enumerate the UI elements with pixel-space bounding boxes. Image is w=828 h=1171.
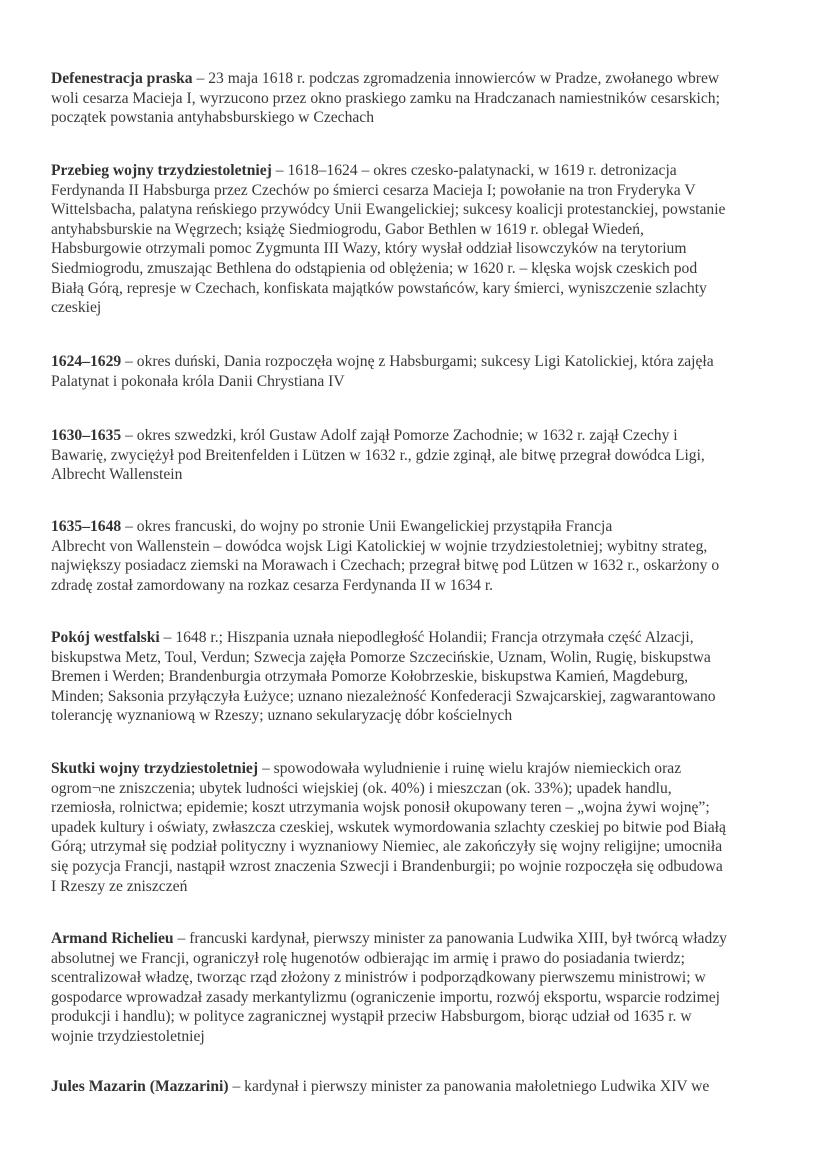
entry-text: – 1648 r.; Hiszpania uznała niepodległość Holandii; Francja otrzymała część Alzacji, — [159, 629, 694, 646]
entry-line: zdradę został zamordowany na rozkaz cesarza Ferdynanda II w 1634 r. — [51, 576, 494, 594]
entry-line: początek powstania antyhabsburskiego w Czechach — [51, 109, 375, 127]
definition-entry — [51, 929, 727, 1047]
entry-first-line — [51, 929, 727, 949]
entry-term: 1624–1629 — [51, 353, 122, 370]
entry-term: 1630–1635 — [51, 427, 122, 444]
entry-term: Pokój westfalski — [51, 629, 160, 646]
entry-line: Albrecht Wallenstein — [51, 466, 183, 484]
entry-term: Armand Richelieu — [51, 930, 174, 947]
entry-line: biskupstwa Metz, Toul, Verdun; Szwecja zajęła Pomorze Szczecińskie, Uznam, Wolin, Rugię, biskupstwa — [51, 648, 711, 666]
definition-entry — [51, 352, 714, 391]
entry-line: wojnie trzydziestoletniej — [51, 1027, 205, 1045]
entry-line: absolutnej we Francji, ograniczył rolę hugenotów odbierając im armię i prawo do posiadania twierdz; — [51, 949, 685, 967]
entry-first-line — [51, 69, 720, 89]
entry-first-line — [51, 161, 725, 181]
entry-line: czeskiej — [51, 299, 102, 317]
entry-text: – okres duński, Dania rozpoczęła wojnę z Habsburgami; sukcesy Ligi Katolickiej, która zajęła — [121, 353, 714, 370]
entry-line: Bremen i Werden; Brandenburgia otrzymała Pomorze Kołobrzeskie, biskupstwa Kamień, Magdeburg, — [51, 668, 689, 686]
entry-line: Białą Górą, represje w Czechach, konfiskata majątków powstańców, kary śmierci, wyniszczenie szlachty — [51, 279, 707, 297]
entry-first-line — [51, 426, 705, 446]
entry-text: – okres szwedzki, król Gustaw Adolf zajął Pomorze Zachodnie; w 1632 r. zajął Czechy i — [121, 427, 678, 444]
entry-line: największy posiadacz ziemski na Morawach i Czechach; przegrał bitwę pod Lützen w 1632 r., oskarżony o — [51, 557, 720, 575]
entry-line: rzemiosła, rolnictwa; epidemie; koszt utrzymania wojsk ponosił okupowany teren – „wojna żywi wojnę”; — [51, 799, 710, 817]
entry-line: Minden; Saksonia przyłączyła Łużyce; uznano niezależność Konfederacji Szwajcarskiej, zagwarantowano — [51, 687, 716, 705]
entry-term: Defenestracja praska — [51, 70, 193, 87]
definition-entry — [51, 517, 719, 595]
entry-term: Przebieg wojny trzydziestoletniej — [51, 162, 272, 179]
entry-line: tolerancję wyznaniową w Rzeszy; uznano sekularyzację dóbr kościelnych — [51, 707, 513, 725]
entry-first-line — [51, 517, 719, 537]
definition-entry — [51, 69, 720, 128]
entry-term: Jules Mazarin (Mazzarini) — [51, 1078, 229, 1095]
entry-line: Siedmiogrodu, zmuszając Bethlena do odstąpienia od oblężenia; w 1620 r. – klęska wojsk czeskich pod — [51, 259, 698, 277]
entry-text: – okres francuski, do wojny po stronie Unii Ewangelickiej przystąpiła Francja — [121, 518, 613, 535]
entry-line: produkcji i handlu); w polityce zagranicznej wystąpił przeciw Habsburgom, biorąc udział od 1635 r. w — [51, 1008, 692, 1026]
entry-line: I Rzeszy ze zniszczeń — [51, 877, 188, 895]
entry-line: woli cesarza Macieja I, wyrzucono przez okno praskiego zamku na Hradczanach namiestników cesarskich; — [51, 89, 720, 107]
entry-term: 1635–1648 — [51, 518, 122, 535]
entry-line: scentralizował władzę, tworząc rząd złożony z ministrów i podporządkowany pierwszemu ministrowi; w — [51, 969, 706, 987]
definition-entry — [51, 1077, 709, 1097]
entry-line: Wittelsbacha, palatyna reńskiego przywódcy Unii Ewangelickiej; sukcesy koalicji protestanckiej, powstanie — [51, 201, 726, 219]
entry-first-line — [51, 352, 714, 372]
entry-line: Habsburgowie otrzymali pomoc Zygmunta III Wazy, który wysłał oddział lisowczyków na terytorium — [51, 240, 687, 258]
entry-line: Albrecht von Wallenstein – dowódca wojsk Ligi Katolickiej w wojnie trzydziestoletniej; wybitny strateg, — [51, 537, 708, 555]
entry-first-line — [51, 1077, 709, 1097]
entry-text: – kardynał i pierwszy minister za panowania małoletniego Ludwika XIV we — [228, 1078, 710, 1095]
entry-text: – spowodowała wyludnienie i ruinę wielu krajów niemieckich oraz — [258, 760, 682, 777]
definition-entry — [51, 628, 716, 726]
entry-line: Ferdynanda II Habsburga przez Czechów po śmierci cesarza Macieja I; powołanie na tron Fryderyka V — [51, 181, 696, 199]
entry-term: Skutki wojny trzydziestoletniej — [51, 760, 259, 777]
entry-line: gospodarce wprowadzał zasady merkantylizmu (ograniczenie importu, rozwój eksportu, wsparcie rodzimej — [51, 988, 720, 1006]
definition-entry — [51, 426, 705, 485]
entry-line: Palatynat i pokonała króla Danii Chrystiana IV — [51, 372, 345, 390]
entry-text: – francuski kardynał, pierwszy minister za panowania Ludwika XIII, był twórcą władzy — [173, 930, 727, 947]
entry-text: – 23 maja 1618 r. podczas zgromadzenia innowierców w Pradze, zwołanego wbrew — [192, 70, 720, 87]
entry-text: – 1618–1624 – okres czesko-palatynacki, w 1619 r. detronizacja — [271, 162, 677, 179]
definition-entry — [51, 759, 726, 896]
entry-first-line — [51, 759, 726, 779]
entry-line: Bawarię, zwyciężył pod Breitenfelden i Lützen w 1632 r., gdzie zginął, ale bitwę przegrał dowódca Ligi, — [51, 446, 705, 464]
entry-line: Górą; utrzymał się podział polityczny i wyznaniowy Niemiec, ale zakończyły się wojny religijne; umocniła — [51, 838, 723, 856]
entry-line: upadek kultury i oświaty, zwłaszcza czeskiej, wskutek wymordowania szlachty czeskiej po bitwie pod Białą — [51, 818, 726, 836]
entry-first-line — [51, 628, 716, 648]
entry-line: się pozycja Francji, nastąpił wzrost znaczenia Szwecji i Brandenburgii; po wojnie rozpoczęła się odbudowa — [51, 857, 723, 875]
definition-entry — [51, 161, 725, 318]
entry-line: antyhabsburskie na Węgrzech; książę Siedmiogrodu, Gabor Bethlen w 1619 r. oblegał Wiedeń, — [51, 220, 644, 238]
entry-line: ogrom¬ne zniszczenia; ubytek ludności wiejskiej (ok. 40%) i mieszczan (ok. 33%); upadek handlu, — [51, 779, 672, 797]
